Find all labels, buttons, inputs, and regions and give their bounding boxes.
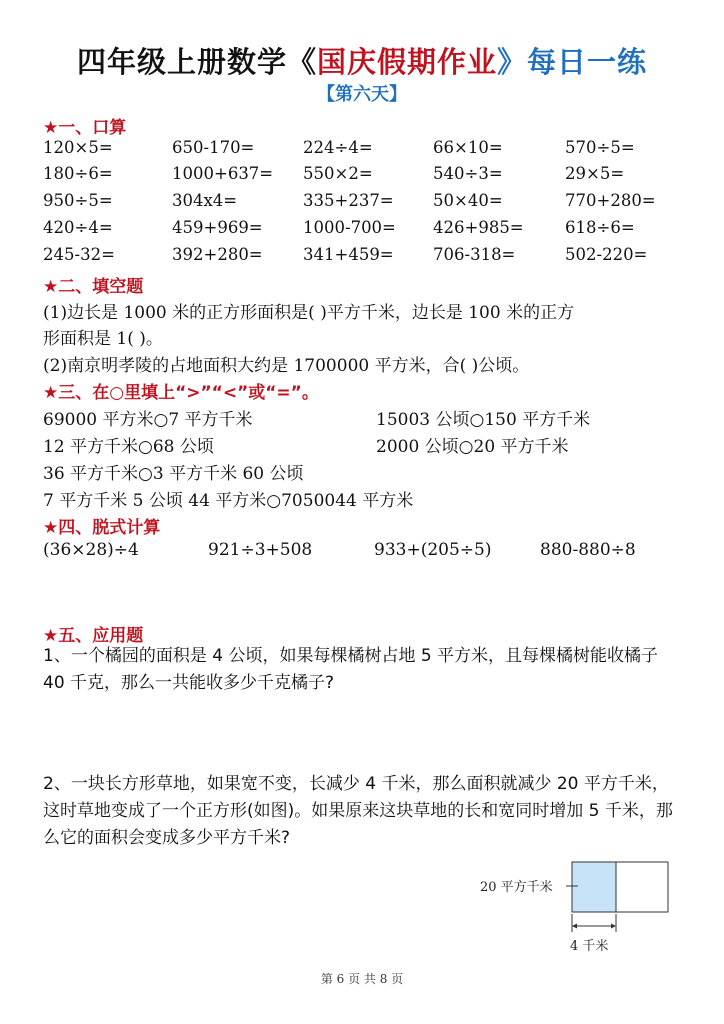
calc-item: 180÷6= <box>43 164 113 183</box>
fill-question-1-line1: (1)边长是 1000 米的正方形面积是( )平方千米，边长是 100 米的正方 <box>43 303 575 323</box>
page-footer: 第 6 页 共 8 页 <box>320 972 404 986</box>
day-subtitle: 【第六天】 <box>317 84 407 105</box>
fill-question-1-line2: 形面积是 1( )。 <box>43 329 163 349</box>
calc-item: 426+985= <box>433 218 524 237</box>
section4-heading: ★四、脱式计算 <box>43 518 161 538</box>
calc-item: 392+280= <box>172 245 263 264</box>
calc-item: 29×5= <box>565 164 625 183</box>
calc-step-item: (36×28)÷4 <box>43 540 139 560</box>
compare-item: 2000 公顷○20 平方千米 <box>376 437 569 457</box>
section5-heading: ★五、应用题 <box>43 626 144 646</box>
shaded-strip <box>572 862 616 912</box>
calc-item: 420÷4= <box>43 218 113 237</box>
compare-item: 36 平方千米○3 平方千米 60 公顷 <box>43 464 304 484</box>
calc-item: 1000-700= <box>303 218 396 237</box>
arrow-head-left <box>572 924 577 929</box>
arrow-head-right <box>611 924 616 929</box>
fill-question-2: (2)南京明孝陵的占地面积大约是 1700000 平方米，合( )公顷。 <box>43 356 530 376</box>
section1-heading: ★一、口算 <box>43 118 127 138</box>
calc-item: 120×5= <box>43 138 113 157</box>
calc-item: 1000+637= <box>172 164 274 183</box>
section2-heading: ★二、填空题 <box>43 277 144 297</box>
calc-item: 66×10= <box>433 138 503 157</box>
calc-item: 550×2= <box>303 164 373 183</box>
calc-item: 341+459= <box>303 245 394 264</box>
compare-item: 15003 公顷○150 平方千米 <box>376 410 591 430</box>
section3-heading: ★三、在○里填上“>”“<”或“=”。 <box>43 383 319 403</box>
grass-field-diagram <box>470 856 680 956</box>
calc-item: 618÷6= <box>565 218 635 237</box>
calc-item: 335+237= <box>303 191 394 210</box>
word-problem-2: 2、一块长方形草地，如果宽不变，长减少 4 千米，那么面积就减少 20 平方千米，这时草地变成了一个正方形(如图)。如果原来这块草地的长和宽同时增加 5 千米，那么它的面积会变成多少平方千米? <box>43 774 673 848</box>
calc-item: 245-32= <box>43 245 115 264</box>
calc-item: 650-170= <box>172 138 255 157</box>
compare-item: 69000 平方米○7 平方千米 <box>43 410 253 430</box>
area-label: 20 平方千米 <box>480 880 553 895</box>
calc-item: 502-220= <box>565 245 648 264</box>
calc-step-item: 880-880÷8 <box>540 540 636 560</box>
calc-step-item: 933+(205÷5) <box>374 540 492 560</box>
compare-item: 7 平方千米 5 公顷 44 平方米○7050044 平方米 <box>43 491 414 511</box>
calc-item: 304x4= <box>172 191 238 210</box>
calc-item: 570÷5= <box>565 138 635 157</box>
title-prefix: 四年级上册数学《 <box>76 45 317 79</box>
page-title <box>0 40 724 81</box>
calc-item: 540÷3= <box>433 164 503 183</box>
calc-item: 950÷5= <box>43 191 113 210</box>
square-part <box>616 862 668 912</box>
calc-item: 50×40= <box>433 191 503 210</box>
calc-item: 459+969= <box>172 218 263 237</box>
calc-item: 706-318= <box>433 245 516 264</box>
calc-item: 224÷4= <box>303 138 373 157</box>
length-label: 4 千米 <box>570 939 609 954</box>
calc-item: 770+280= <box>565 191 656 210</box>
title-highlight: 国庆假期作业 <box>316 45 497 79</box>
calc-step-item: 921÷3+508 <box>208 540 313 560</box>
word-problem-1: 1、一个橘园的面积是 4 公顷，如果每棵橘树占地 5 平方米，且每棵橘树能收橘子 40 千克，那么一共能收多少千克橘子? <box>43 646 659 693</box>
title-suffix: 》每日一练 <box>497 45 648 79</box>
compare-item: 12 平方千米○68 公顷 <box>43 437 214 457</box>
